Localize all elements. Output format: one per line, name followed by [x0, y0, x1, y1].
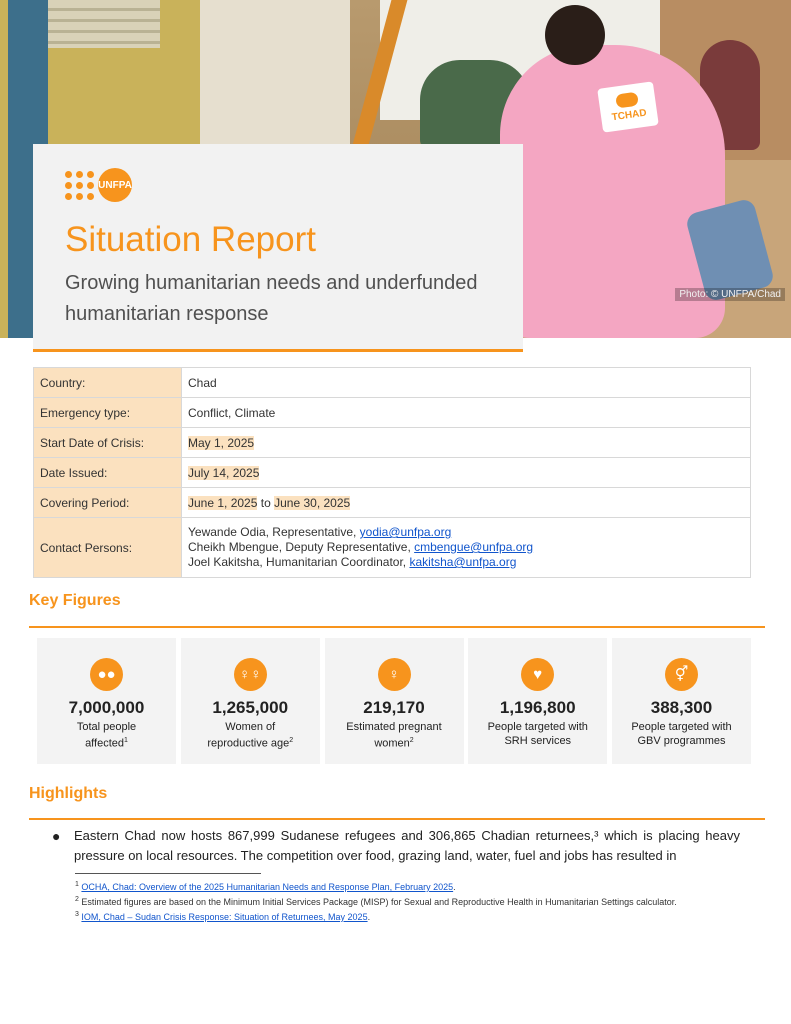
date-issued-value: July 14, 2025 [188, 465, 260, 480]
photo-window-shutter [40, 0, 160, 48]
key-figure-label: Women of reproductive age$^2$ [207, 721, 294, 750]
key-figure-value: 388,300 [650, 698, 713, 717]
key-figure-value: 1,196,800 [499, 698, 576, 717]
table-row [34, 488, 751, 518]
contact-email-link[interactable]: yodia@unfpa.org [359, 525, 452, 539]
key-figure-label: People targeted with GBV programmes [631, 721, 732, 747]
footnotes [75, 879, 715, 924]
contact-line [188, 540, 744, 555]
contact-line [188, 525, 744, 540]
date-issued-label: Date Issued: [34, 458, 182, 488]
country-value: Chad [182, 368, 751, 398]
key-figures-grid [37, 638, 751, 764]
gender-symbol-icon: ⚥ [665, 658, 698, 691]
photo-worker-head [545, 5, 605, 65]
key-figure-card [468, 638, 607, 764]
covering-period-cell [182, 488, 751, 518]
start-date-value: May 1, 2025 [188, 435, 255, 450]
logo-dots-icon [65, 171, 94, 200]
contact-line [188, 555, 744, 570]
period-from: June 1, 2025 [188, 495, 258, 510]
logo-circle: UNFPA [98, 168, 132, 202]
key-figure-label: Estimated pregnant women$^2$ [346, 721, 442, 750]
table-row [34, 458, 751, 488]
country-label: Country: [34, 368, 182, 398]
table-row [34, 428, 751, 458]
key-figure-value: 7,000,000 [68, 698, 145, 717]
key-figure-label: People targeted with SRH services [487, 721, 588, 747]
contact-email-link[interactable]: kakitsha@unfpa.org [409, 555, 517, 569]
key-figure-value: 1,265,000 [212, 698, 289, 717]
bullet-dot-icon: ● [52, 828, 61, 844]
title-card [33, 144, 523, 352]
period-to-word: to [260, 495, 271, 510]
key-figures-divider [29, 626, 765, 628]
date-issued-cell [182, 458, 751, 488]
key-figure-card [37, 638, 176, 764]
key-figure-label: Total people affected$^1$ [76, 721, 137, 750]
tchad-badge [597, 81, 659, 132]
highlights-heading: Highlights [29, 785, 108, 802]
emergency-type-label: Emergency type: [34, 398, 182, 428]
tchad-badge-text: TCHAD [611, 107, 648, 124]
highlight-bullet [52, 826, 740, 866]
key-figure-card [325, 638, 464, 764]
photo-poster [200, 0, 350, 150]
footnote: $^1$ OCHA, Chad: Overview of the 2025 Humanitarian Needs and Response Plan, February 2025. [75, 881, 456, 892]
footnote-link[interactable]: OCHA, Chad: Overview of the 2025 Humanitarian Needs and Response Plan, February 2025 [81, 882, 454, 892]
page-subtitle: Growing humanitarian needs and underfunded humanitarian response [65, 272, 478, 325]
unfpa-mini-logo-icon [615, 92, 639, 109]
key-figure-card [612, 638, 751, 764]
footnote: $^3$ IOM, Chad – Sudan Crisis Response: Situation of Returnees, May 2025. [75, 911, 371, 922]
contact-persons-label: Contact Persons: [34, 518, 182, 578]
period-to: June 30, 2025 [274, 495, 351, 510]
footnote-divider [75, 873, 261, 874]
table-row [34, 398, 751, 428]
highlight-text: Eastern Chad now hosts 867,999 Sudanese refugees and 306,865 Chadian returnees,³ which is placing heavy pressure on local resources. The competition over food, grazing land, water, fuel and jobs has resulted in [74, 828, 740, 863]
unfpa-logo [65, 168, 132, 202]
emergency-type-value: Conflict, Climate [182, 398, 751, 428]
women-icon: ♀♀ [234, 658, 267, 691]
key-figure-card [181, 638, 320, 764]
contact-email-link[interactable]: cmbengue@unfpa.org [414, 540, 534, 554]
page-title: Situation Report [65, 220, 316, 259]
key-figure-value: 219,170 [363, 698, 425, 717]
contact-text: Cheikh Mbengue, Deputy Representative, [188, 540, 415, 554]
table-row [34, 368, 751, 398]
covering-period-label: Covering Period: [34, 488, 182, 518]
footnote: $^2$ Estimated figures are based on the Minimum Initial Services Package (MISP) for Sexual and Reproductive Health in Humanitarian Settings calculator. [75, 896, 677, 907]
contact-text: Joel Kakitsha, Humanitarian Coordinator, [188, 555, 410, 569]
info-table [33, 367, 751, 578]
start-date-cell [182, 428, 751, 458]
key-figures-heading: Key Figures [29, 592, 121, 609]
table-row [34, 518, 751, 578]
highlights-divider [29, 818, 765, 820]
footnote-link[interactable]: IOM, Chad – Sudan Crisis Response: Situation of Returnees, May 2025 [81, 912, 368, 922]
photo-credit: Photo: © UNFPA/Chad [675, 288, 785, 301]
start-date-label: Start Date of Crisis: [34, 428, 182, 458]
heart-plus-icon: ♥ [521, 658, 554, 691]
pregnant-woman-icon: ♀ [378, 658, 411, 691]
contact-persons-cell [182, 518, 751, 578]
contact-text: Yewande Odia, Representative, [188, 525, 360, 539]
people-group-icon: ●● [90, 658, 123, 691]
